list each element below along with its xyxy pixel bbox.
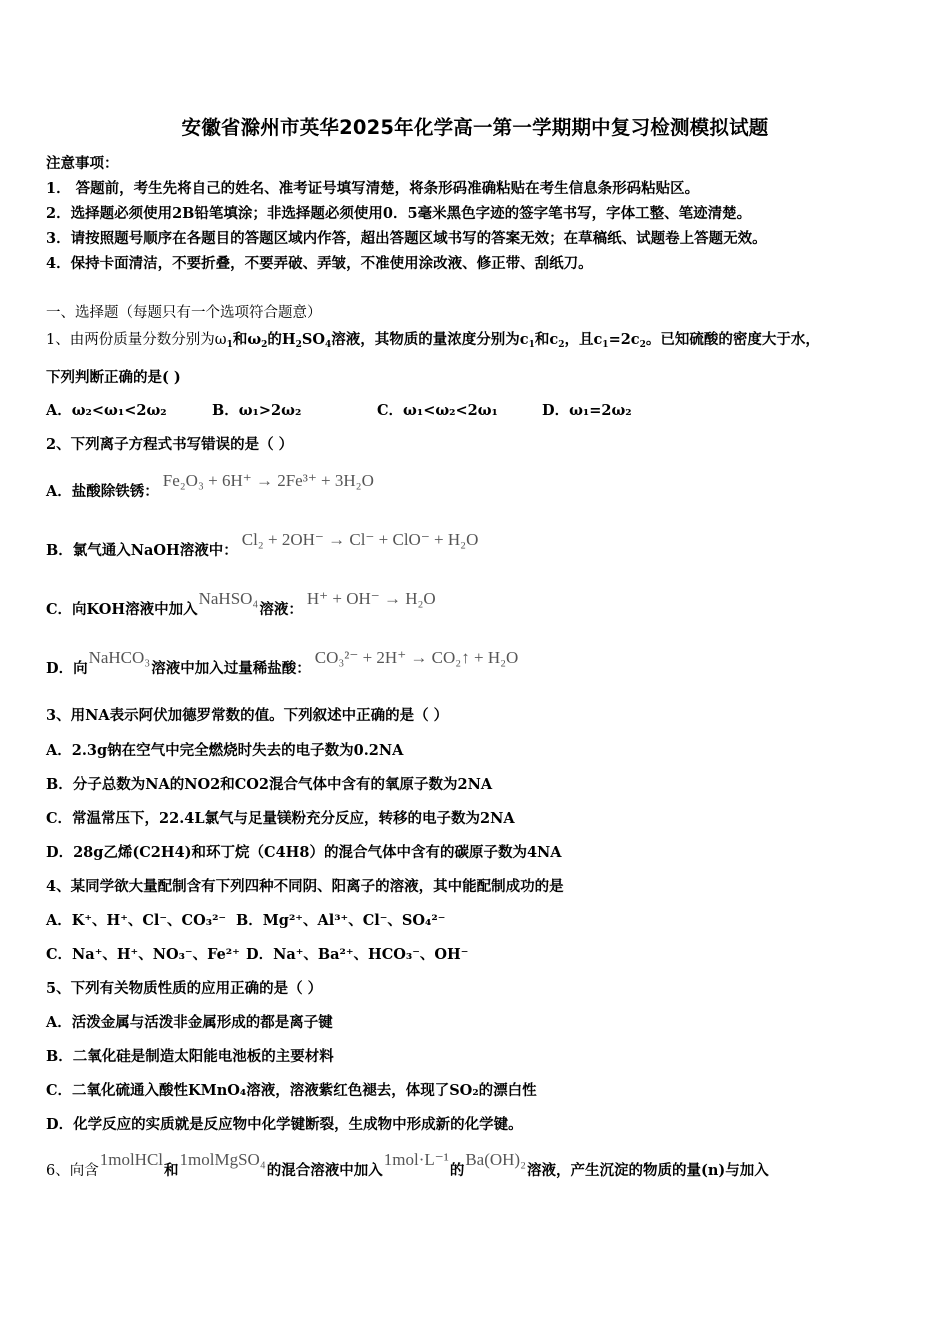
q6-chem-concentration: 1mol·L⁻¹ [383,1150,449,1169]
q1-option-d[interactable]: D．ω₁=2ω₂ [542,402,632,419]
q4-option-b[interactable]: B．Mg²⁺、Al³⁺、Cl⁻、SO₄²⁻ [236,912,446,929]
q6-chem-mgso4: 1molMgSO₄ [179,1150,266,1169]
q6-chem-hcl: 1molHCl [99,1150,164,1169]
notice-item-3: 3．请按照题号顺序在各题目的答题区域内作答，超出答题区域书写的答案无效；在草稿纸、试题卷上答题无效。 [46,230,767,247]
q3-option-c[interactable]: C．常温常压下，22.4L氯气与足量镁粉充分反应，转移的电子数为2NA [46,810,515,827]
question-4-options-cd [46,943,468,964]
q5-option-c[interactable]: C．二氧化硫通入酸性KMnO₄溶液，溶液紫红色褪去，体现了SO₂的漂白性 [46,1082,537,1099]
notice-heading: 注意事项： [46,155,119,172]
q2-a-equation: Fe₂O₃ + 6H⁺ → 2Fe³⁺ + 3H₂O [162,471,374,490]
q2-option-b[interactable]: B．氯气通入NaOH溶液中：Cl₂ + 2OH⁻ → Cl⁻ + ClO⁻ + H₂O [46,530,479,559]
question-2-stem: 2、下列离子方程式书写错误的是（ ） [46,436,294,453]
q2-b-equation: Cl₂ + 2OH⁻ → Cl⁻ + ClO⁻ + H₂O [241,530,479,549]
q1-option-c[interactable]: C．ω₁<ω₂<2ω₁ [377,402,498,419]
q4-option-c[interactable]: C．Na⁺、H⁺、NO₃⁻、Fe²⁺ [46,946,240,963]
q4-option-d[interactable]: D．Na⁺、Ba²⁺、HCO₃⁻、OH⁻ [246,946,469,963]
question-5-stem: 5、下列有关物质性质的应用正确的是（ ） [46,980,323,997]
q6-chem-baoh2: Ba(OH)₂ [465,1150,527,1169]
q2-d-chemical: NaHCO₃ [88,648,151,667]
q3-option-d[interactable]: D．28g乙烯(C2H4)和环丁烷（C4H8）的混合气体中含有的碳原子数为4NA [46,844,562,861]
q2-option-a[interactable]: A．盐酸除铁锈：Fe₂O₃ + 6H⁺ → 2Fe³⁺ + 3H₂O [46,471,374,500]
q3-option-b[interactable]: B．分子总数为NA的NO2和CO2混合气体中含有的氧原子数为2NA [46,776,493,793]
q2-option-d[interactable]: D．向NaHCO₃溶液中加入过量稀盐酸：CO₃²⁻ + 2H⁺ → CO₂↑ + H₂O [46,648,519,677]
q3-option-a[interactable]: A．2.3g钠在空气中完全燃烧时失去的电子数为0.2NA [46,742,404,759]
notice-item-1: 1． 答题前，考生先将自己的姓名、准考证号填写清楚，将条形码准确粘贴在考生信息条形码粘贴区。 [46,180,700,197]
question-1-options [46,399,632,420]
question-6-stem: 6、向含1molHCl和1molMgSO₄的混合溶液中加入1mol·L⁻¹的Ba(OH)₂溶液，产生沉淀的物质的量(n)与加入 [46,1150,769,1179]
q5-option-b[interactable]: B．二氧化硅是制造太阳能电池板的主要材料 [46,1048,334,1065]
q1-text: 1、由两份质量分数分别为ω [46,332,227,348]
section-heading-choice: 一、选择题（每题只有一个选项符合题意） [46,305,322,321]
q1-option-a[interactable]: A．ω₂<ω₁<2ω₂ [46,402,167,419]
question-4-stem: 4、某同学欲大量配制含有下列四种不同阴、阳离子的溶液，其中能配制成功的是 [46,878,564,895]
page-title: 安徽省滁州市英华2025年化学高一第一学期期中复习检测模拟试题 [181,116,769,139]
q5-option-a[interactable]: A．活泼金属与活泼非金属形成的都是离子键 [46,1014,333,1031]
question-1-stem-cont: 下列判断正确的是( ) [46,369,181,386]
q2-c-equation: H⁺ + OH⁻ → H₂O [306,589,436,608]
q2-option-c[interactable]: C．向KOH溶液中加入NaHSO₄溶液：H⁺ + OH⁻ → H₂O [46,589,436,618]
q2-d-equation: CO₃²⁻ + 2H⁺ → CO₂↑ + H₂O [314,648,519,667]
question-3-stem: 3、用NA表示阿伏加德罗常数的值。下列叙述中正确的是（ ） [46,707,449,724]
q5-option-d[interactable]: D．化学反应的实质就是反应物中化学键断裂，生成物中形成新的化学键。 [46,1116,523,1133]
question-4-options-ab [46,909,445,930]
notice-item-4: 4．保持卡面清洁，不要折叠，不要弄破、弄皱，不准使用涂改液、修正带、刮纸刀。 [46,255,593,272]
question-1-stem: 1、由两份质量分数分别为$\omega_1$和$\omega_2$的$H_2SO_4$溶液，其物质的量浓度分别为$c_1$和$c_2$，且$c_1=2c_2$。已知硫酸的密度大于水， [46,331,820,350]
q1-option-b[interactable]: B．ω₁>2ω₂ [212,402,302,419]
notice-item-2: 2．选择题必须使用2B铅笔填涂；非选择题必须使用0．5毫米黑色字迹的签字笔书写，字体工整、笔迹清楚。 [46,205,752,222]
q4-option-a[interactable]: A．K⁺、H⁺、Cl⁻、CO₃²⁻ [46,912,227,929]
q2-c-chemical: NaHSO₄ [198,589,259,608]
